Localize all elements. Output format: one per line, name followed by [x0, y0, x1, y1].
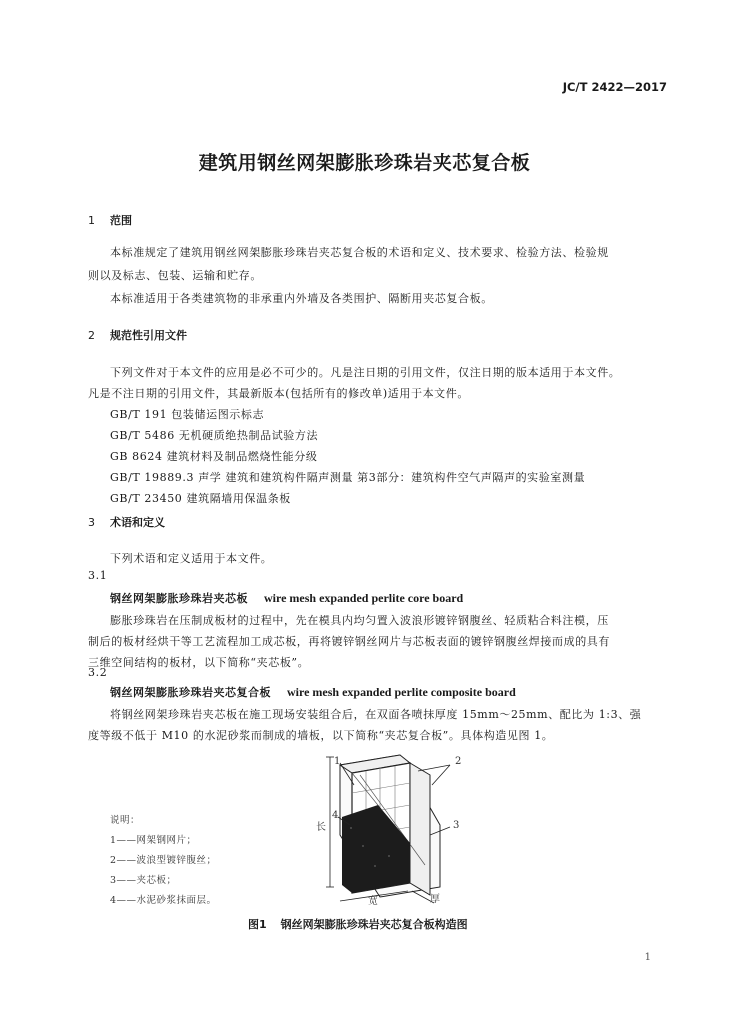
- term-number: 3.1: [88, 569, 108, 582]
- dimension-thickness-label: 厚: [430, 894, 440, 905]
- legend-item: 1——网架钢网片；: [110, 835, 197, 846]
- figure-number: 图1: [248, 918, 267, 931]
- section-title: 规范性引用文件: [110, 329, 187, 342]
- legend-item: 4——水泥砂浆抹面层。: [110, 895, 217, 906]
- figure-caption-text: 钢丝网架膨胀珍珠岩夹芯复合板构造图: [280, 918, 468, 931]
- legend-item: 2——波浪型镀锌腹丝；: [110, 855, 217, 866]
- term-number: 3.2: [88, 666, 108, 679]
- dimension-width-label: 宽: [368, 896, 378, 907]
- s1-paragraph-2: 本标准适用于各类建筑物的非承重内外墙及各类围护、隔断用夹芯复合板。: [110, 292, 493, 305]
- s1-paragraph-1-line-2: 则以及标志、包装、运输和贮存。: [88, 269, 262, 282]
- callout-3: 3: [453, 820, 460, 831]
- term-3-1-definition-line-1: 膨胀珍珠岩在压制成板材的过程中，先在模具内均匀置入波浪形镀锌钢腹丝、轻质粘合料注模，压: [110, 614, 609, 627]
- callout-1: 1: [334, 756, 341, 767]
- term-3-1: [110, 590, 463, 606]
- term-3-1-definition-line-3: 三维空间结构的板材，以下简称“夹芯板”。: [88, 656, 310, 669]
- section-number: 2: [88, 329, 95, 342]
- section-3-heading: [88, 514, 165, 530]
- section-2-heading: [88, 327, 187, 343]
- term-3-1-definition-line-2: 制后的板材经烘干等工艺流程加工成芯板，再将镀锌钢丝网片与芯板表面的镀锌钢腹丝焊接而成的具有: [88, 635, 610, 648]
- section-title: 术语和定义: [110, 516, 165, 529]
- term-name-zh: 钢丝网架膨胀珍珠岩夹芯板: [110, 592, 248, 605]
- dimension-length-label: 长: [316, 822, 326, 833]
- s1-paragraph-1-line-1: 本标准规定了建筑用钢丝网架膨胀珍珠岩夹芯复合板的术语和定义、技术要求、检验方法、检验规: [110, 246, 609, 259]
- legend-title: 说明：: [110, 815, 141, 826]
- figure-caption: [248, 916, 468, 932]
- section-title: 范围: [110, 214, 132, 227]
- s2-paragraph-line-2: 凡是不注日期的引用文件，其最新版本(包括所有的修改单)适用于本文件。: [88, 387, 469, 400]
- reference-item: GB/T 5486 无机硬质绝热制品试验方法: [110, 429, 319, 442]
- document-title: 建筑用钢丝网架膨胀珍珠岩夹芯复合板: [198, 152, 531, 174]
- term-name-en: wire mesh expanded perlite core board: [264, 591, 464, 605]
- term-name-en: wire mesh expanded perlite composite board: [287, 685, 516, 699]
- reference-item: GB/T 23450 建筑隔墙用保温条板: [110, 492, 291, 505]
- section-number: 1: [88, 214, 95, 227]
- reference-item: GB/T 19889.3 声学 建筑和建筑构件隔声测量 第3部分：建筑构件空气声隔声的实验室测量: [110, 471, 586, 484]
- reference-item: GB 8624 建筑材料及制品燃烧性能分级: [110, 450, 318, 463]
- callout-2: 2: [455, 756, 462, 767]
- page-number: 1: [644, 952, 651, 963]
- standard-code: JC/T 2422—2017: [562, 80, 667, 94]
- composite-board-diagram: [300, 745, 490, 910]
- term-3-2: [110, 684, 516, 700]
- section-1-heading: [88, 212, 132, 228]
- term-3-2-definition-line-2: 度等级不低于 M10 的水泥砂浆而制成的墙板，以下简称“夹芯复合板”。具体构造见图 1。: [88, 729, 554, 742]
- legend-item: 3——夹芯板；: [110, 875, 177, 886]
- reference-item: GB/T 191 包装储运图示标志: [110, 408, 265, 421]
- term-3-2-definition-line-1: 将钢丝网架珍珠岩夹芯板在施工现场安装组合后，在双面各喷抹厚度 15mm～25mm、配比为 1:3、强: [110, 708, 642, 721]
- callout-4: 4: [332, 810, 339, 821]
- s2-paragraph-line-1: 下列文件对于本文件的应用是必不可少的。凡是注日期的引用文件，仅注日期的版本适用于本文件。: [110, 366, 621, 379]
- section-number: 3: [88, 516, 95, 529]
- s3-intro: 下列术语和定义适用于本文件。: [110, 552, 273, 565]
- term-name-zh: 钢丝网架膨胀珍珠岩夹芯复合板: [110, 686, 271, 699]
